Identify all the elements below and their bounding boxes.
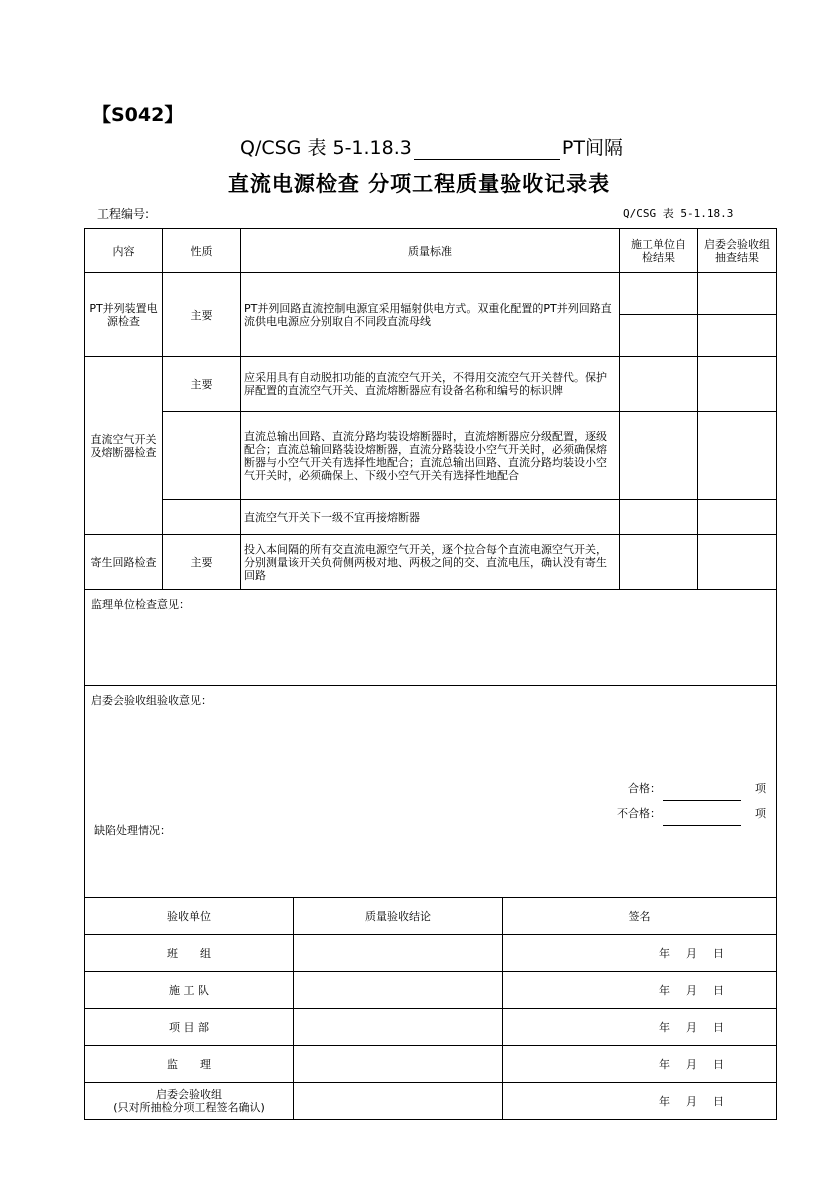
signature-cell[interactable] bbox=[503, 972, 777, 1009]
row-standard: 直流空气开关下一级不宜再接熔断器 bbox=[241, 500, 620, 535]
self-check-cell[interactable] bbox=[620, 273, 698, 315]
month-label: 月 bbox=[686, 1021, 697, 1034]
sign-header-row bbox=[85, 898, 777, 935]
spot-check-cell[interactable] bbox=[698, 500, 777, 535]
pass-label: 合格： bbox=[628, 782, 661, 795]
year-label: 年 bbox=[659, 984, 670, 997]
day-label: 日 bbox=[713, 1095, 724, 1108]
spot-check-cell[interactable] bbox=[698, 357, 777, 412]
header-nature: 性质 bbox=[163, 229, 241, 273]
header-unit: 验收单位 bbox=[85, 898, 294, 935]
project-number-label: 工程编号: bbox=[97, 207, 150, 221]
row-nature: 主要 bbox=[163, 535, 241, 590]
sign-unit: 施 工 队 bbox=[85, 972, 294, 1009]
day-label: 日 bbox=[713, 1021, 724, 1034]
signature-cell[interactable] bbox=[503, 1009, 777, 1046]
header-self-check: 施工单位自检结果 bbox=[620, 229, 698, 273]
year-label: 年 bbox=[659, 947, 670, 960]
fail-unit: 项 bbox=[755, 807, 766, 820]
supervisor-opinion-label: 监理单位检查意见： bbox=[91, 598, 190, 611]
row-content: PT并列装置电源检查 bbox=[85, 273, 163, 357]
header-spot-check: 启委会验收组抽查结果 bbox=[698, 229, 777, 273]
month-label: 月 bbox=[686, 1058, 697, 1071]
table-row bbox=[85, 500, 777, 535]
sign-unit: 班 组 bbox=[85, 935, 294, 972]
day-label: 日 bbox=[713, 984, 724, 997]
pass-count-field[interactable] bbox=[663, 788, 741, 801]
quality-standard-table bbox=[84, 228, 777, 898]
row-standard: 投入本间隔的所有交直流电源空气开关，逐个拉合每个直流电源空气开关，分别测量该开关负荷侧两极对地、两极之间的交、直流电压，确认没有寄生回路 bbox=[241, 535, 620, 590]
fail-line bbox=[617, 801, 766, 826]
fail-label: 不合格： bbox=[617, 807, 661, 820]
self-check-cell[interactable] bbox=[620, 357, 698, 412]
self-check-cell[interactable] bbox=[620, 315, 698, 357]
sign-unit-name: 启委会验收组 bbox=[156, 1088, 222, 1101]
day-label: 日 bbox=[713, 947, 724, 960]
conclusion-cell[interactable] bbox=[294, 1083, 503, 1120]
self-check-cell[interactable] bbox=[620, 412, 698, 500]
spot-check-cell[interactable] bbox=[698, 412, 777, 500]
signature-cell[interactable] bbox=[503, 935, 777, 972]
sign-row bbox=[85, 1046, 777, 1083]
header-signature: 签名 bbox=[503, 898, 777, 935]
year-label: 年 bbox=[659, 1095, 670, 1108]
sign-row bbox=[85, 935, 777, 972]
committee-opinion[interactable] bbox=[85, 686, 777, 898]
row-content: 寄生回路检查 bbox=[85, 535, 163, 590]
header-conclusion: 质量验收结论 bbox=[294, 898, 503, 935]
pass-line bbox=[617, 776, 766, 801]
conclusion-cell[interactable] bbox=[294, 935, 503, 972]
form-title-line bbox=[240, 133, 623, 160]
sign-unit: 监 理 bbox=[85, 1046, 294, 1083]
table-row bbox=[85, 357, 777, 412]
committee-opinion-row bbox=[85, 686, 777, 898]
spot-check-cell[interactable] bbox=[698, 273, 777, 315]
conclusion-cell[interactable] bbox=[294, 972, 503, 1009]
header-standard: 质量标准 bbox=[241, 229, 620, 273]
row-nature bbox=[163, 412, 241, 500]
table-header-row bbox=[85, 229, 777, 273]
row-nature bbox=[163, 500, 241, 535]
defect-label: 缺陷处理情况： bbox=[94, 824, 171, 837]
row-nature: 主要 bbox=[163, 357, 241, 412]
interval-name-blank[interactable] bbox=[414, 139, 560, 160]
fail-count-field[interactable] bbox=[663, 813, 741, 826]
row-content: 直流空气开关及熔断器检查 bbox=[85, 357, 163, 535]
pass-fail-summary bbox=[617, 776, 766, 826]
conclusion-cell[interactable] bbox=[294, 1009, 503, 1046]
sign-unit: 项 目 部 bbox=[85, 1009, 294, 1046]
sign-unit bbox=[85, 1083, 294, 1120]
table-row bbox=[85, 535, 777, 590]
table-row bbox=[85, 412, 777, 500]
spot-check-cell[interactable] bbox=[698, 535, 777, 590]
supervisor-opinion[interactable] bbox=[85, 590, 777, 686]
month-label: 月 bbox=[686, 1095, 697, 1108]
conclusion-cell[interactable] bbox=[294, 1046, 503, 1083]
sign-row bbox=[85, 1009, 777, 1046]
year-label: 年 bbox=[659, 1021, 670, 1034]
row-standard: PT并列回路直流控制电源宜采用辐射供电方式。双重化配置的PT并列回路直流供电电源应分别取自不同段直流母线 bbox=[241, 273, 620, 357]
day-label: 日 bbox=[713, 1058, 724, 1071]
month-label: 月 bbox=[686, 984, 697, 997]
form-code: 【S042】 bbox=[92, 104, 184, 126]
signature-cell[interactable] bbox=[503, 1046, 777, 1083]
row-nature: 主要 bbox=[163, 273, 241, 357]
sign-row bbox=[85, 972, 777, 1009]
header-content: 内容 bbox=[85, 229, 163, 273]
row-standard: 应采用具有自动脱扣功能的直流空气开关，不得用交流空气开关替代。保护屏配置的直流空气开关、直流熔断器应有设备名称和编号的标识牌 bbox=[241, 357, 620, 412]
sign-off-table bbox=[84, 897, 777, 1120]
month-label: 月 bbox=[686, 947, 697, 960]
form-suffix: PT间隔 bbox=[561, 137, 623, 159]
pass-unit: 项 bbox=[755, 782, 766, 795]
supervisor-opinion-row bbox=[85, 590, 777, 686]
page-title: 直流电源检查 分项工程质量验收记录表 bbox=[227, 172, 611, 196]
form-number: Q/CSG 表 5-1.18.3 bbox=[623, 207, 734, 220]
self-check-cell[interactable] bbox=[620, 500, 698, 535]
committee-opinion-label: 启委会验收组验收意见： bbox=[91, 694, 212, 707]
sign-row bbox=[85, 1083, 777, 1120]
spot-check-cell[interactable] bbox=[698, 315, 777, 357]
row-standard: 直流总输出回路、直流分路均装设熔断器时，直流熔断器应分级配置，逐级配合；直流总输回路装设熔断器，直流分路装设小空气开关时，必须确保熔断器与小空气开关有选择性地配合；直流总输出回路、直流分路均装设小空气开关时，必须确保上、下级小空气开关有选择性地配合 bbox=[241, 412, 620, 500]
self-check-cell[interactable] bbox=[620, 535, 698, 590]
signature-cell[interactable] bbox=[503, 1083, 777, 1120]
year-label: 年 bbox=[659, 1058, 670, 1071]
form-prefix: Q/CSG 表 5-1.18.3 bbox=[240, 137, 412, 159]
sign-unit-note: (只对所抽检分项工程签名确认) bbox=[113, 1101, 265, 1114]
table-row bbox=[85, 273, 777, 315]
